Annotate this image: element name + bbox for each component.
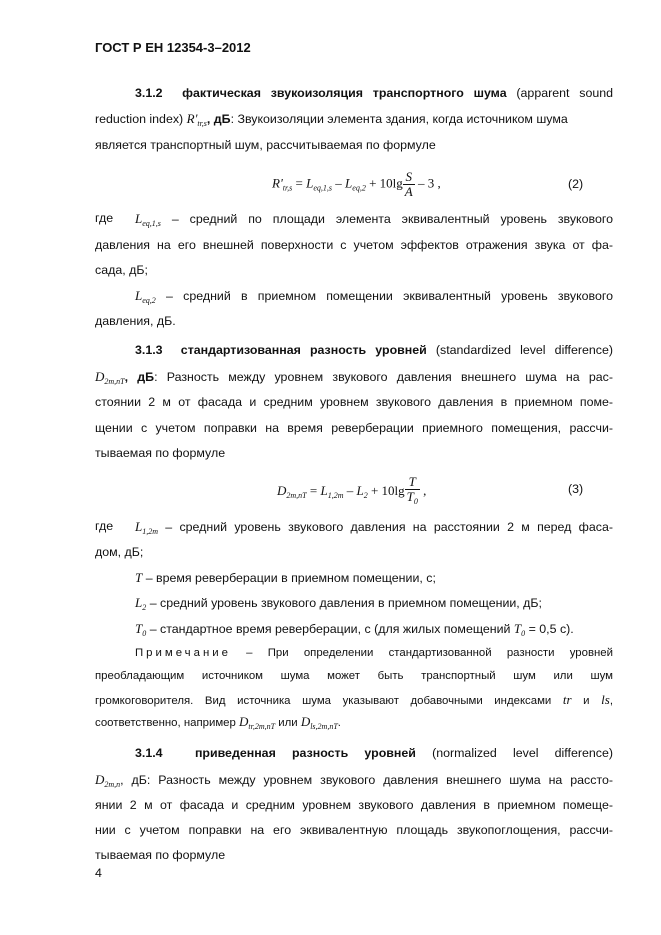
where1-line5: давления, дБ.	[95, 314, 176, 328]
section-3-1-3-line3: стоянии 2 м от фасада и средним уровнем звукового давления в приемном поме-	[95, 395, 613, 409]
where1-line3: сада, дБ;	[95, 263, 148, 277]
note-line3: громкоговорителя. Вид источника шума указывают добавочными индексами tr и ls,	[95, 692, 613, 707]
where2-line2: дом, дБ;	[95, 545, 144, 559]
where2-def3: $L_2$ – средний уровень звукового давления в приемном помещении, дБ;	[135, 595, 542, 612]
section-3-1-4-line4: нии с учетом поправки на его эквивалентную площадь звукопоглощения, рассчи-	[95, 823, 613, 837]
where2-def1: $L_{1,2m}$ – средний уровень звукового давления на расстоянии 2 м перед фаса-	[135, 519, 613, 536]
where2-gde: где	[95, 519, 114, 533]
formula-3: $D_{2m,nT} = L_{1,2m} - L_2 + 10\lg$ $\frac{T}{T_0}$ ,	[277, 474, 427, 506]
formula-2: $R'_{tr,s} = L_{eq,1,s} - L_{eq,2} + 10\lg$ $\frac{S}{A}$ – 3 ,	[272, 169, 441, 199]
equation-number-2: (2)	[568, 177, 584, 191]
section-number: 3.1.2	[135, 86, 163, 100]
where2-def2: T – время реверберации в приемном помещении, с;	[135, 570, 436, 585]
section-3-1-3-line1: 3.1.3 стандартизованная разность уровней (standardized level difference)	[135, 343, 613, 357]
page-number: 4	[95, 866, 102, 880]
section-3-1-2-line1	[135, 86, 613, 100]
section-3-1-4-line3: янии 2 м от фасада и средним уровнем звукового давления в приемном помеще-	[95, 798, 613, 812]
section-3-1-4-line2: $D_{2m,n}$, дБ: Разность между уровнем звукового давления внешнего шума на рассто-	[95, 772, 613, 789]
note-line2: преобладающим источником шума может быть транспортный шум или шум	[95, 670, 613, 682]
note-label: Примечание	[135, 647, 231, 659]
where1-line2: давления на его внешней поверхности с учетом эффектов отражения звука от фа-	[95, 238, 613, 252]
where2-def4: $T_0$ – стандартное время реверберации, с (для жилых помещений $T_0 = 0,5$ с).	[135, 621, 574, 638]
term-unit: , дБ	[206, 112, 231, 126]
note-line4: соответственно, например $D_{tr,2m,nT}$ или $D_{ls,2m,nT}$.	[95, 714, 341, 731]
where1-line1: где	[95, 211, 114, 225]
term-definition: : Звукоизоляции элемента здания, когда источником шума	[230, 112, 568, 126]
section-3-1-2-line3: является транспортный шум, рассчитываемая по формуле	[95, 138, 436, 152]
section-3-1-4-line5: тываемая по формуле	[95, 848, 226, 862]
where1-def2: $L_{eq,2}$ – средний в приемном помещении эквивалентный уровень звукового	[135, 288, 613, 305]
section-3-1-3-line4: щении с учетом поправки на время реверберации приемного помещения, рассчи-	[95, 421, 613, 435]
section-3-1-3-line5: тываемая по формуле	[95, 446, 226, 460]
section-3-1-2-line2	[95, 111, 613, 128]
where1-def1: $L_{eq,1,s}$ – средний по площади элемента эквивалентный уровень звукового	[135, 211, 613, 228]
term-english-cont: reduction index)	[95, 112, 184, 126]
term-title: фактическая звукоизоляция транспортного шума	[182, 86, 507, 100]
term-english: (apparent sound	[516, 86, 614, 100]
note-line1: Примечание – При определении стандартизованной разности уровней	[135, 647, 613, 659]
section-3-1-4-line1: 3.1.4 приведенная разность уровней (normalized level difference)	[135, 746, 613, 760]
section-3-1-3-line2: $D_{2m,nT}$, дБ: Разность между уровнем звукового давления внешнего шума на рас-	[95, 369, 613, 386]
standard-header: ГОСТ Р ЕН 12354-3–2012	[95, 40, 251, 55]
equation-number-3: (3)	[568, 482, 584, 496]
term-symbol: $R'_{tr,s}$	[186, 111, 207, 128]
